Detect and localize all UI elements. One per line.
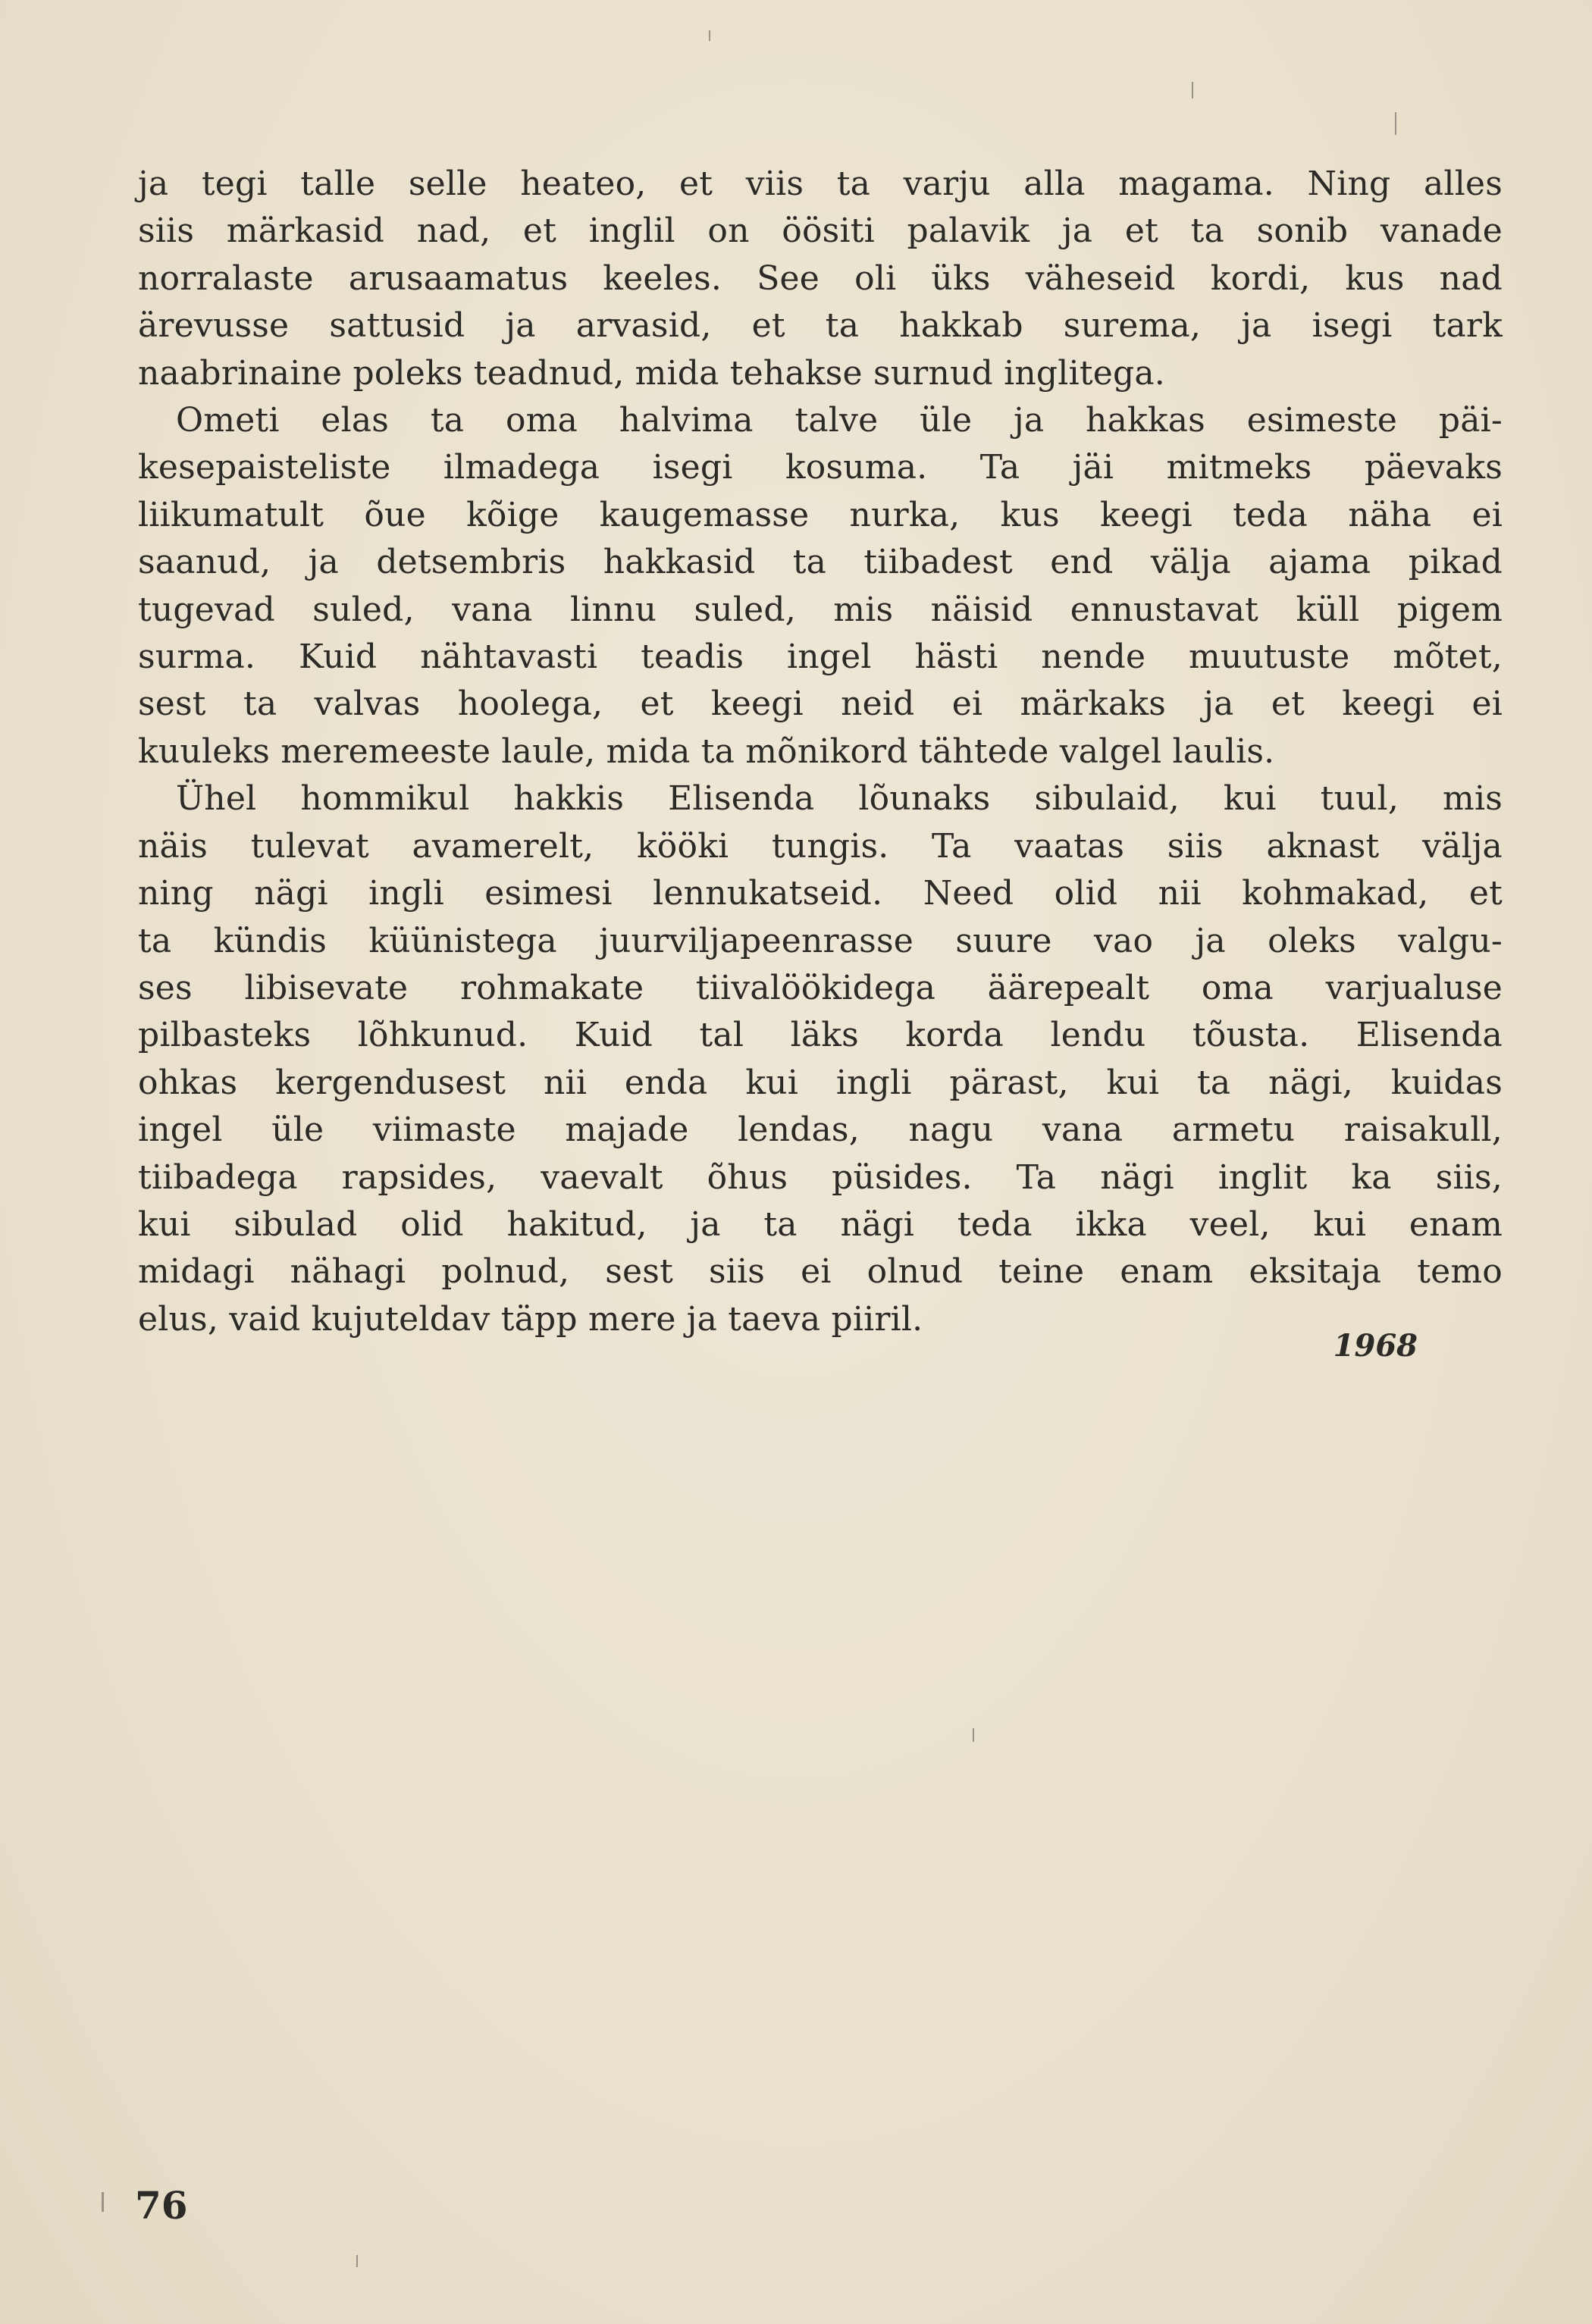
paragraph-1 xyxy=(138,161,1503,397)
text-line: ingel üle viimaste majade lendas, nagu vana armetu raisakull, xyxy=(138,1110,1503,1150)
text-line: ohkas kergendusest nii enda kui ingli pärast, kui ta nägi, kuidas xyxy=(138,1063,1503,1102)
paper-speck xyxy=(709,30,710,41)
year-signature: 1968 xyxy=(1333,1328,1418,1364)
text-line: tiibadega rapsides, vaevalt õhus püsides. Ta nägi inglit ka siis, xyxy=(138,1157,1503,1197)
text-line: Ühel hommikul hakkis Elisenda lõunaks sibulaid, kui tuul, mis xyxy=(176,779,1503,819)
paragraph-2 xyxy=(138,397,1503,775)
paper-speck xyxy=(1395,112,1396,135)
text-line: elus, vaid kujuteldav täpp mere ja taeva piiril. xyxy=(138,1299,923,1339)
text-line: liikumatult õue kõige kaugemasse nurka, kus keegi teda näha ei xyxy=(138,495,1503,534)
text-line: pilbasteks lõhkunud. Kuid tal läks korda lendu tõusta. Elisenda xyxy=(138,1016,1503,1055)
paragraph-3 xyxy=(138,775,1503,1343)
text-line: kesepaisteliste ilmadega isegi kosuma. Ta jäi mitmeks päevaks xyxy=(138,448,1503,487)
paper-speck xyxy=(356,2255,358,2267)
text-line: kui sibulad olid hakitud, ja ta nägi teda ikka veel, kui enam xyxy=(138,1204,1503,1244)
paper-speck xyxy=(1192,82,1193,99)
text-line: ses libisevate rohmakate tiivalöökidega äärepealt oma varjualuse xyxy=(138,968,1503,1007)
text-line: tugevad suled, vana linnu suled, mis näisid ennustavat küll pigem xyxy=(138,590,1503,629)
paper-speck xyxy=(973,1728,974,1742)
text-line: näis tulevat avamerelt, kööki tungis. Ta vaatas siis aknast välja xyxy=(138,826,1503,866)
text-line: ta kündis küünistega juurviljapeenrasse suure vao ja oleks valgu- xyxy=(138,921,1503,960)
text-line: surma. Kuid nähtavasti teadis ingel hästi nende muutuste mõtet, xyxy=(138,637,1503,677)
text-line: ja tegi talle selle heateo, et viis ta varju alla magama. Ning alles xyxy=(138,164,1503,203)
paper-speck xyxy=(102,2192,104,2212)
text-line: midagi nähagi polnud, sest siis ei olnud teine enam eksitaja temo xyxy=(138,1252,1503,1292)
text-line: Ometi elas ta oma halvima talve üle ja hakkas esimeste päi- xyxy=(176,401,1503,440)
text-line: siis märkasid nad, et inglil on öösiti palavik ja et ta sonib vanade xyxy=(138,211,1503,251)
text-line: saanud, ja detsembris hakkasid ta tiibadest end välja ajama pikad xyxy=(138,543,1503,582)
text-line: kuuleks meremeeste laule, mida ta mõnikord tähtede valgel laulis. xyxy=(138,731,1275,771)
text-line: ärevusse sattusid ja arvasid, et ta hakkab surema, ja isegi tark xyxy=(138,306,1503,346)
page-number: 76 xyxy=(135,2183,188,2228)
text-line: ning nägi ingli esimesi lennukatseid. Need olid nii kohmakad, et xyxy=(138,874,1503,913)
text-line: naabrinaine poleks teadnud, mida tehakse surnud inglitega. xyxy=(138,353,1165,393)
text-line: sest ta valvas hoolega, et keegi neid ei märkaks ja et keegi ei xyxy=(138,684,1503,724)
body-text xyxy=(138,161,1503,1343)
text-line: norralaste arusaamatus keeles. See oli üks väheseid kordi, kus nad xyxy=(138,258,1503,298)
